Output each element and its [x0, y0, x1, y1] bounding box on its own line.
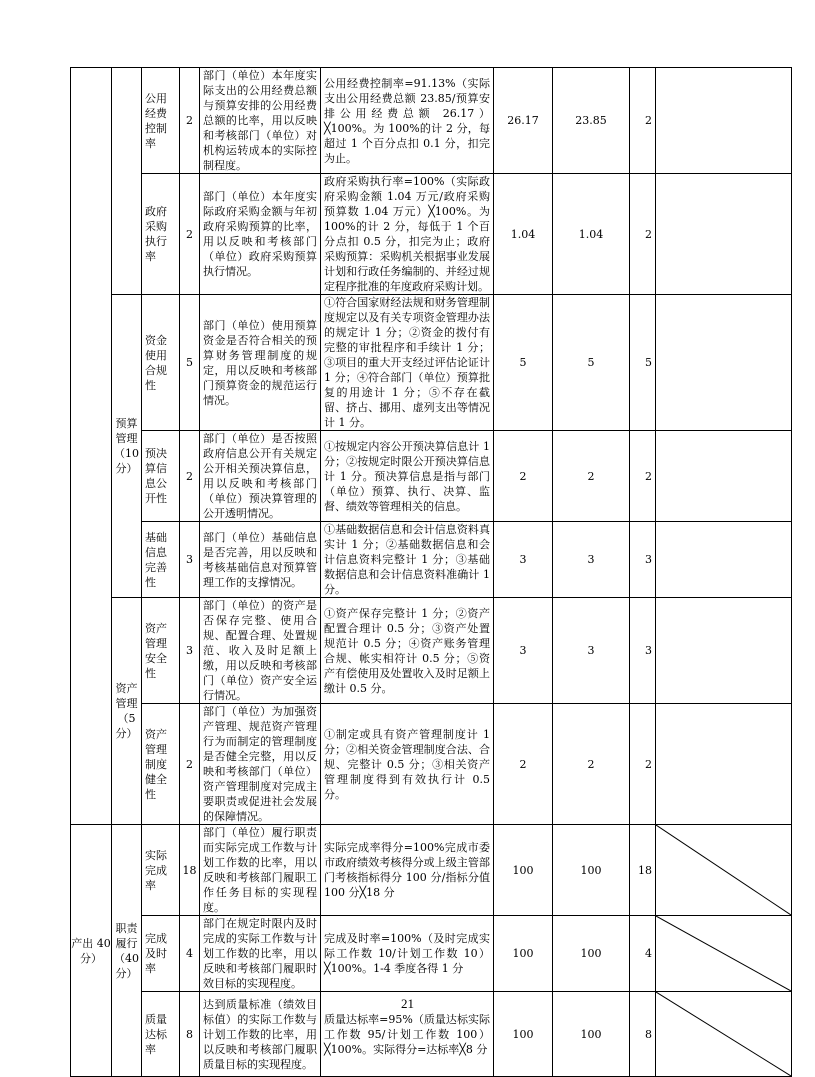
remark-cell [656, 704, 792, 825]
target-value: 5 [494, 295, 553, 431]
indicator-definition: 部门（单位）的资产是否保存完整、使用合规、配置合理、处置规范、收入及时足额上缴，用以反映和考核部门（单位）资产安全运行情况。 [200, 598, 321, 704]
indicator-name: 完成及时率 [142, 916, 180, 992]
remark-cell [656, 431, 792, 522]
score-value: 2 [630, 68, 656, 174]
page-number: 21 [401, 996, 414, 1011]
table-row [71, 522, 792, 598]
subcategory-assets: 资产管理（5分） [112, 598, 142, 825]
diagonal-strike [656, 916, 791, 991]
actual-value: 100 [553, 992, 630, 1077]
target-value: 3 [494, 598, 553, 704]
actual-value: 2 [553, 704, 630, 825]
scoring-standard: 政府采购执行率=100%（实际政府采购金额 1.04 万元/政府采购预算数 1.04 万元）╳100%。为 100%的计 2 分，每低于 1 个百分点扣 0.5 分，扣完为止；政府采购预算：采购机关根据事业发展计划和行政任务编制的、并经过规定程序批准的年度政府采购计划。 [321, 174, 494, 295]
score-value: 4 [630, 916, 656, 992]
indicator-weight: 2 [180, 174, 200, 295]
score-value: 8 [630, 992, 656, 1077]
scoring-standard: 公用经费控制率=91.13%（实际支出公用经费总额 23.85/预算安排公用经费总额 26.17）╳100%。为 100%的计 2 分，每超过 1 个百分点扣 0.1 分，扣完为止。 [321, 68, 494, 174]
scoring-standard: ①按规定内容公开预决算信息计 1 分；②按规定时限公开预决算信息计 1 分。预决算信息是指与部门（单位）预算、执行、决算、监督、绩效等管理相关的信息。 [321, 431, 494, 522]
target-value: 26.17 [494, 68, 553, 174]
target-value: 100 [494, 825, 553, 916]
table-row [71, 68, 792, 174]
actual-value: 100 [553, 916, 630, 992]
indicator-name: 公用经费控制率 [142, 68, 180, 174]
indicator-definition: 达到质量标准（绩效目标值）的实际工作数与计划工作数的比率，用以反映和考核部门履职质量目标的实现程度。 [200, 992, 321, 1077]
indicator-name: 预决算信息公开性 [142, 431, 180, 522]
score-value: 3 [630, 598, 656, 704]
target-value: 100 [494, 916, 553, 992]
indicator-weight: 18 [180, 825, 200, 916]
category-output: 产出 40 分） [71, 825, 112, 1077]
actual-value: 23.85 [553, 68, 630, 174]
actual-value: 3 [553, 598, 630, 704]
subcategory-cell [112, 68, 142, 295]
table-row [71, 174, 792, 295]
scoring-standard: 实际完成率得分=100%完成市委市政府绩效考核得分或上级主管部门考核指标得分 100 分/指标分值 100 分╳18 分 [321, 825, 494, 916]
category-cell [71, 68, 112, 825]
indicator-weight: 2 [180, 68, 200, 174]
score-value: 5 [630, 295, 656, 431]
score-value: 3 [630, 522, 656, 598]
scoring-standard: 完成及时率=100%（及时完成实际工作数 10/计划工作数 10）╳100%。1-4 季度各得 1 分 [321, 916, 494, 992]
indicator-name: 政府采购执行率 [142, 174, 180, 295]
indicator-definition: 部门（单位）为加强资产管理、规范资产管理行为而制定的管理制度是否健全完整，用以反映和考核部门（单位）资产管理制度对完成主要职责或促进社会发展的保障情况。 [200, 704, 321, 825]
table-row [71, 295, 792, 431]
indicator-weight: 8 [180, 992, 200, 1077]
evaluation-table [70, 67, 792, 1077]
indicator-weight: 2 [180, 431, 200, 522]
indicator-name: 实际完成率 [142, 825, 180, 916]
remark-cell [656, 522, 792, 598]
indicator-weight: 2 [180, 704, 200, 825]
score-value: 2 [630, 174, 656, 295]
scoring-standard: 质量达标率=95%（质量达标实际工作数 95/计划工作数 100）╳100%。实际得分=达标率╳8 分 [321, 992, 494, 1077]
score-value: 2 [630, 431, 656, 522]
indicator-name: 质量达标率 [142, 992, 180, 1077]
diagonal-strike [656, 825, 791, 915]
indicator-definition: 部门在规定时限内及时完成的实际工作数与计划工作数的比率，用以反映和考核部门履职时效目标的实现程度。 [200, 916, 321, 992]
remark-cell [656, 916, 792, 992]
indicator-definition: 部门（单位）本年度实际支出的公用经费总额与预算安排的公用经费总额的比率，用以反映和考核部门（单位）对机构运转成本的实际控制程度。 [200, 68, 321, 174]
table-row [71, 598, 792, 704]
actual-value: 2 [553, 431, 630, 522]
indicator-name: 资产管理制度健全性 [142, 704, 180, 825]
remark-cell [656, 598, 792, 704]
scoring-standard: ①制定或具有资产管理制度计 1 分；②相关资金管理制度合法、合规、完整计 0.5 分；③相关资产管理制度得到有效执行计 0.5 分。 [321, 704, 494, 825]
indicator-name: 资金使用合规性 [142, 295, 180, 431]
actual-value: 1.04 [553, 174, 630, 295]
target-value: 1.04 [494, 174, 553, 295]
remark-cell [656, 174, 792, 295]
target-value: 100 [494, 992, 553, 1077]
indicator-name: 资产管理安全性 [142, 598, 180, 704]
target-value: 2 [494, 431, 553, 522]
score-value: 18 [630, 825, 656, 916]
actual-value: 5 [553, 295, 630, 431]
remark-cell [656, 825, 792, 916]
indicator-weight: 3 [180, 522, 200, 598]
indicator-definition: 部门（单位）基础信息是否完善，用以反映和考核基础信息对预算管理工作的支撑情况。 [200, 522, 321, 598]
actual-value: 3 [553, 522, 630, 598]
scoring-standard: ①资产保存完整计 1 分；②资产配置合理计 0.5 分；③资产处置规范计 0.5 分；④资产账务管理合规、帐实相符计 0.5 分；⑤资产有偿使用及处置收入及时足额上缴计 0.5 分。 [321, 598, 494, 704]
table-row [71, 825, 792, 916]
table-row [71, 431, 792, 522]
indicator-definition: 部门（单位）是否按照政府信息公开有关规定公开相关预决算信息，用以反映和考核部门（单位）预决算管理的公开透明情况。 [200, 431, 321, 522]
indicator-definition: 部门（单位）使用预算资金是否符合相关的预算财务管理制度的规定，用以反映和考核部门预算资金的规范运行情况。 [200, 295, 321, 431]
subcategory-duty: 职责履行（40分） [112, 825, 142, 1077]
scoring-standard: ①符合国家财经法规和财务管理制度规定以及有关专项资金管理办法的规定计 1 分；②资金的拨付有完整的审批程序和手续计 1 分；③项目的重大开支经过评估论证计 1 分；④符合部门（单位）预算批复的用途计 1 分；⑤不存在截留、挤占、挪用、虚列支出等情况计 1 分。 [321, 295, 494, 431]
indicator-weight: 4 [180, 916, 200, 992]
indicator-weight: 3 [180, 598, 200, 704]
indicator-definition: 部门（单位）履行职责而实际完成工作数与计划工作数的比率，用以反映和考核部门履职工作任务目标的实现程度。 [200, 825, 321, 916]
score-value: 2 [630, 704, 656, 825]
remark-cell [656, 68, 792, 174]
subcategory-budget: 预算管理（10分） [112, 295, 142, 598]
target-value: 3 [494, 522, 553, 598]
indicator-definition: 部门（单位）本年度实际政府采购金额与年初政府采购预算的比率，用以反映和考核部门（单位）政府采购预算执行情况。 [200, 174, 321, 295]
indicator-name: 基础信息完善性 [142, 522, 180, 598]
indicator-weight: 5 [180, 295, 200, 431]
scoring-standard: ①基础数据信息和会计信息资料真实计 1 分；②基础数据信息和会计信息资料完整计 1 分；③基础数据信息和会计信息资料准确计 1 分。 [321, 522, 494, 598]
table-row [71, 704, 792, 825]
target-value: 2 [494, 704, 553, 825]
remark-cell [656, 295, 792, 431]
table-row [71, 916, 792, 992]
actual-value: 100 [553, 825, 630, 916]
